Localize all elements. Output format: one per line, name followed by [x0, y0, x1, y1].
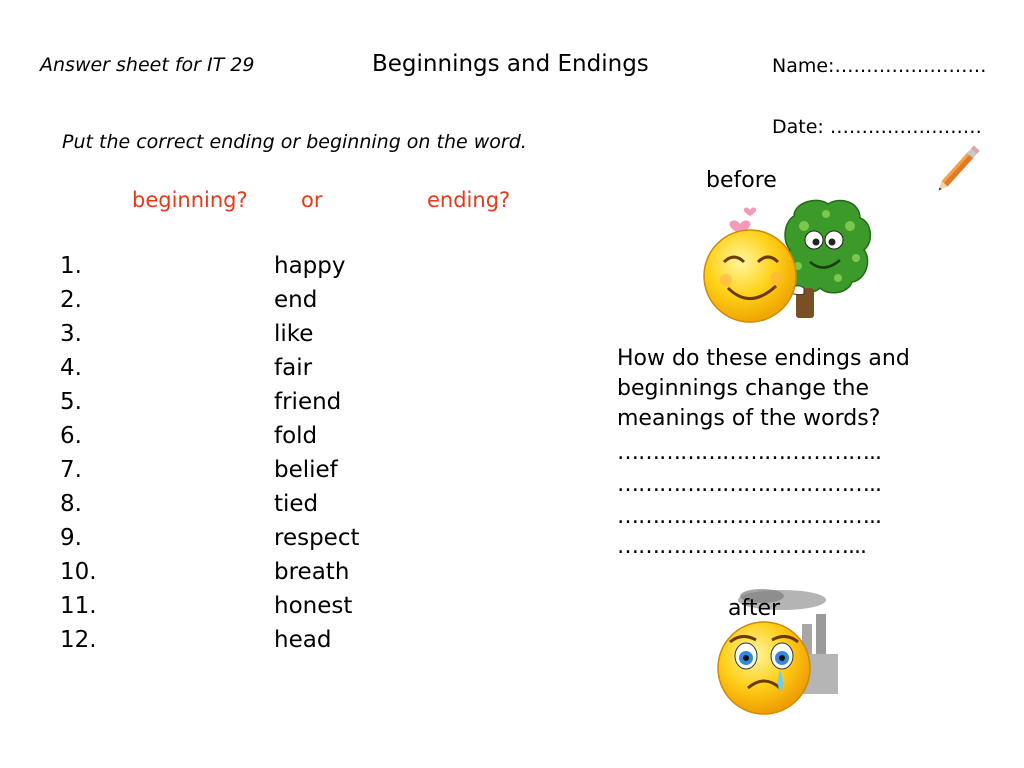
item-number: 3. [60, 321, 82, 347]
choice-or: or [301, 188, 323, 212]
item-number: 4. [60, 355, 82, 381]
item-word: like [274, 321, 314, 347]
item-number: 7. [60, 457, 82, 483]
name-field[interactable]: Name:…………………… [772, 55, 987, 77]
answer-sheet-label: Answer sheet for IT 29 [40, 54, 255, 76]
page-title: Beginnings and Endings [372, 51, 649, 77]
item-number: 8. [60, 491, 82, 517]
item-word: happy [274, 253, 346, 279]
before-label: before [706, 168, 777, 193]
answer-line-3[interactable]: ……………………………….. [617, 504, 881, 529]
choice-ending: ending? [427, 188, 511, 212]
item-word: head [274, 627, 332, 653]
instruction-text: Put the correct ending or beginning on the word. [62, 131, 527, 153]
item-number: 6. [60, 423, 82, 449]
item-word: end [274, 287, 318, 313]
date-field[interactable]: Date: …………………… [772, 116, 982, 138]
question-text: How do these endings and beginnings change the meanings of the words? [617, 346, 910, 431]
item-word: breath [274, 559, 350, 585]
item-number: 2. [60, 287, 82, 313]
item-number: 11. [60, 593, 97, 619]
item-word: respect [274, 525, 360, 551]
item-number: 12. [60, 627, 97, 653]
item-number: 10. [60, 559, 97, 585]
item-number: 1. [60, 253, 82, 279]
choice-beginning: beginning? [132, 188, 248, 212]
answer-line-4[interactable]: ……………………………... [617, 534, 866, 559]
happy-smiley-hugging-tree-icon [700, 196, 876, 334]
answer-line-1[interactable]: ……………………………….. [617, 440, 881, 465]
item-word: friend [274, 389, 342, 415]
item-number: 5. [60, 389, 82, 415]
item-word: fair [274, 355, 313, 381]
item-word: honest [274, 593, 353, 619]
item-word: tied [274, 491, 319, 517]
item-word: fold [274, 423, 318, 449]
after-label: after [728, 596, 781, 621]
item-number: 9. [60, 525, 82, 551]
item-word: belief [274, 457, 338, 483]
pencil-icon [928, 140, 988, 202]
answer-line-2[interactable]: ……………………………….. [617, 472, 881, 497]
